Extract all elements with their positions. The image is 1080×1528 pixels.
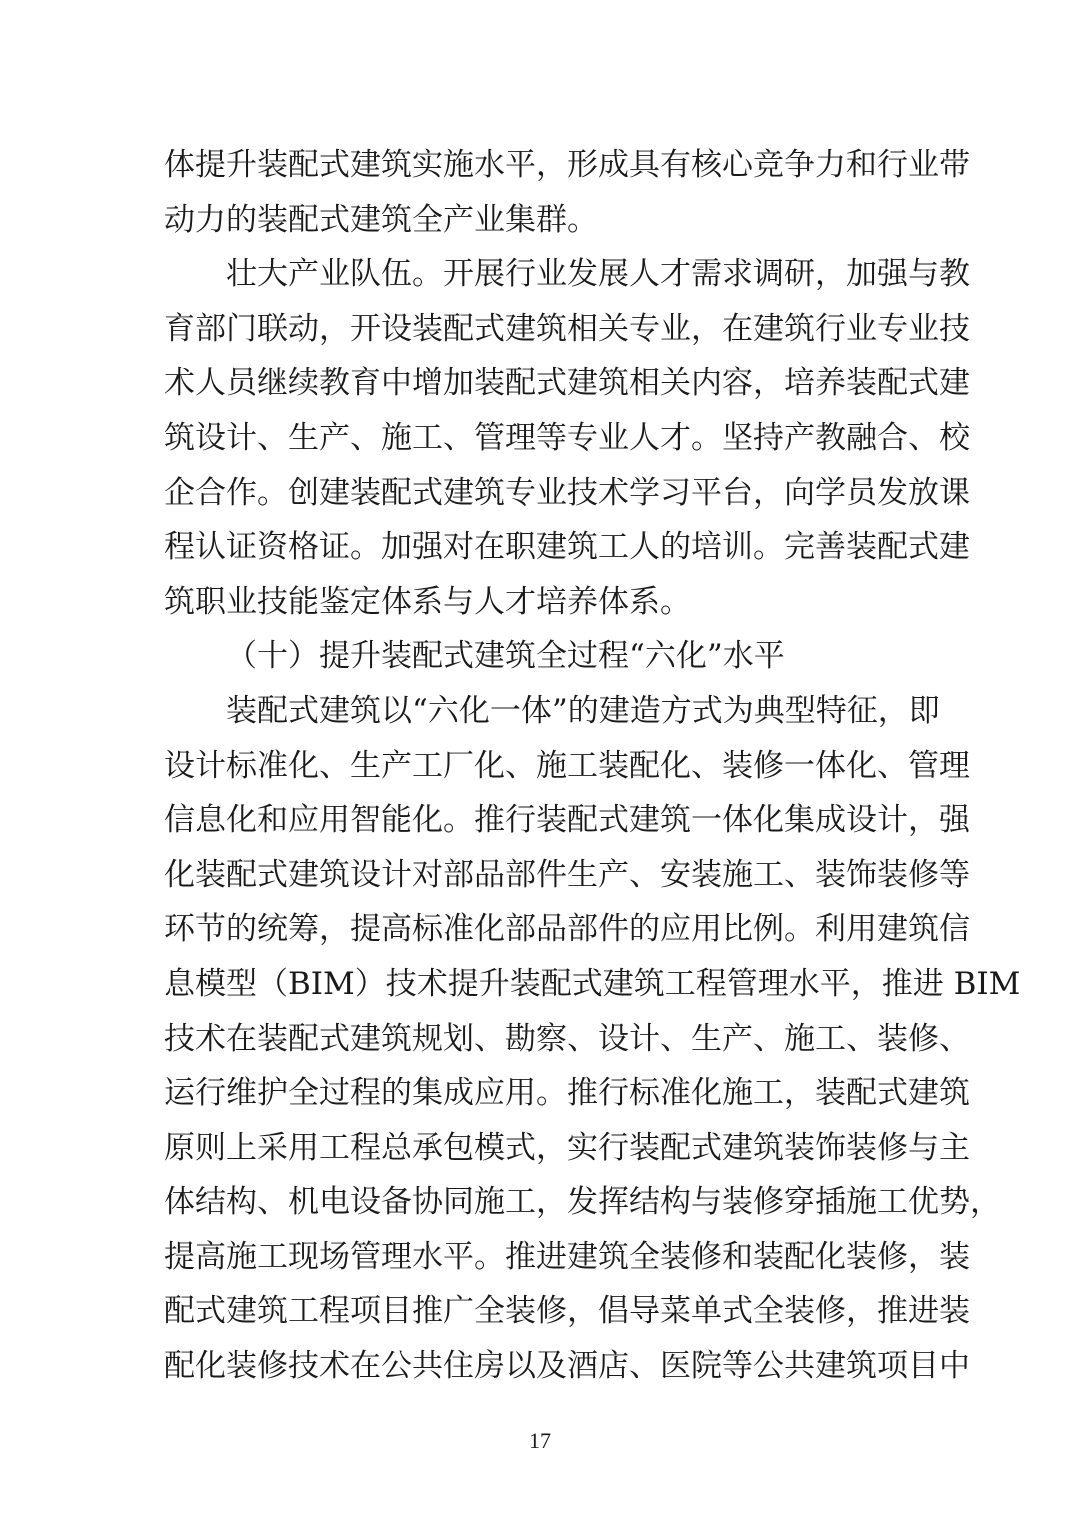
paragraph-3-line-4: 化装配式建筑设计对部品部件生产、安装施工、装饰装修等 (164, 856, 970, 893)
paragraph-3-line-1: 装配式建筑以“六化一体”的建造方式为典型特征，即 (226, 692, 940, 729)
paragraph-3-line-6: 息模型（BIM）技术提升装配式建筑工程管理水平，推进 BIM (164, 965, 1021, 1002)
paragraph-2-line-6: 程认证资格证。加强对在职建筑工人的培训。完善装配式建 (164, 529, 970, 566)
paragraph-3-line-9: 原则上采用工程总承包模式，实行装配式建筑装饰装修与主 (164, 1129, 970, 1166)
paragraph-2-line-4: 筑设计、生产、施工、管理等专业人才。坚持产教融合、校 (164, 419, 970, 456)
paragraph-3-line-2: 设计标准化、生产工厂化、施工装配化、装修一体化、管理 (164, 747, 970, 784)
paragraph-3-line-5: 环节的统筹，提高标准化部品部件的应用比例。利用建筑信 (164, 911, 970, 948)
paragraph-2-line-3: 术人员继续教育中增加装配式建筑相关内容，培养装配式建 (164, 365, 970, 402)
paragraph-3-line-7: 技术在装配式建筑规划、勘察、设计、生产、施工、装修、 (164, 1020, 970, 1057)
paragraph-3-line-13: 配化装修技术在公共住房以及酒店、医院等公共建筑项目中 (164, 1348, 970, 1385)
paragraph-3-line-10: 体结构、机电设备协同施工，发挥结构与装修穿插施工优势， (164, 1184, 1001, 1221)
paragraph-3-line-8: 运行维护全过程的集成应用。推行标准化施工，装配式建筑 (164, 1075, 970, 1112)
paragraph-2-line-5: 企合作。创建装配式建筑专业技术学习平台，向学员发放课 (164, 474, 970, 511)
paragraph-3-line-3: 信息化和应用智能化。推行装配式建筑一体化集成设计，强 (164, 802, 970, 839)
paragraph-2-line-2: 育部门联动，开设装配式建筑相关专业，在建筑行业专业技 (164, 310, 970, 347)
page-number: 17 (529, 1428, 551, 1453)
section-heading: （十）提升装配式建筑全过程“六化”水平 (226, 638, 785, 675)
paragraph-3-line-11: 提高施工现场管理水平。推进建筑全装修和装配化装修，装 (164, 1238, 970, 1275)
paragraph-1-line-2: 动力的装配式建筑全产业集群。 (164, 201, 598, 238)
body-text (164, 138, 1021, 1394)
paragraph-1-line-1: 体提升装配式建筑实施水平，形成具有核心竞争力和行业带 (164, 147, 970, 183)
paragraph-2-line-1: 壮大产业队伍。开展行业发展人才需求调研，加强与教 (226, 256, 970, 293)
paragraph-3-line-12: 配式建筑工程项目推广全装修，倡导菜单式全装修，推进装 (164, 1293, 970, 1330)
paragraph-2-line-7: 筑职业技能鉴定体系与人才培养体系。 (164, 583, 691, 620)
